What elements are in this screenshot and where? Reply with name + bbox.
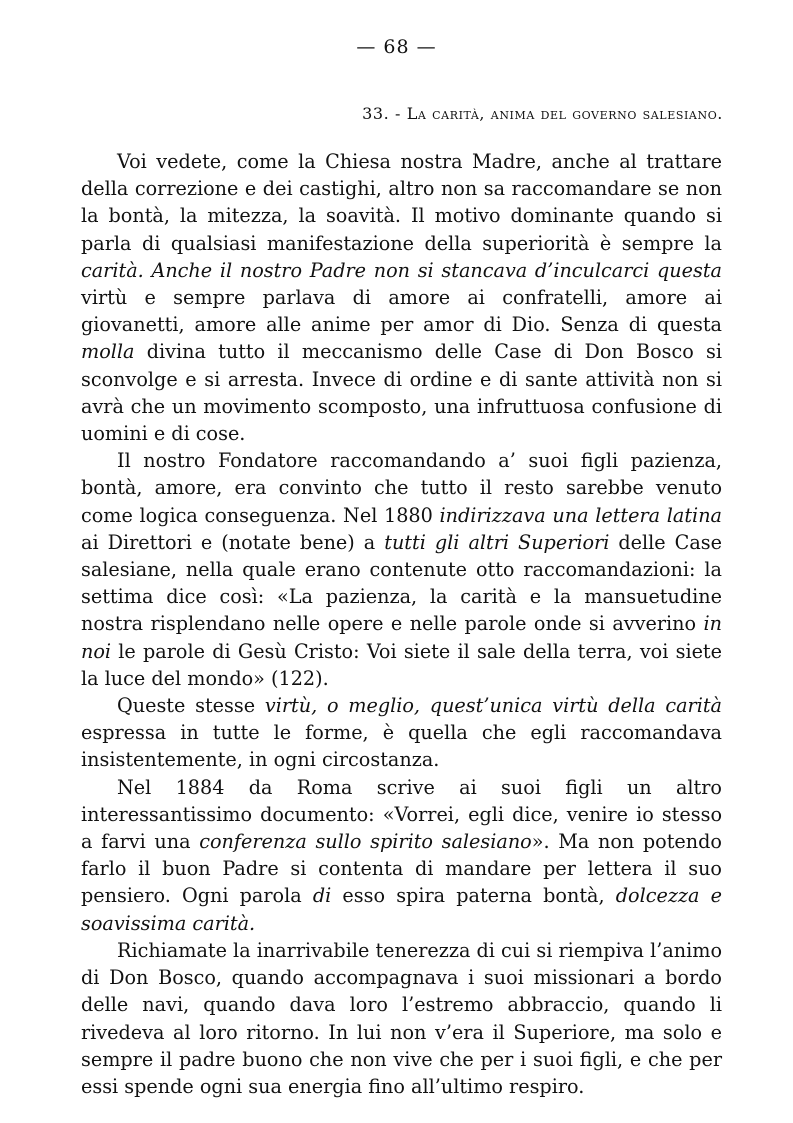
text-run: divina tutto il meccanismo delle Case di Don Bosco si sconvolge e si arresta. Invece di ordine e di sante attività non si avrà che un movimento scomposto, una infruttuosa confusione di uomini e di cose.: [81, 340, 722, 446]
italic-text: carità.: [81, 258, 144, 282]
section-number: 33. -: [362, 104, 407, 123]
italic-text: di: [312, 884, 332, 908]
text-run: Voi vedete, come la Chiesa nostra Madre, anche al trattare della correzione e dei castighi, altro non sa raccomandare se non la bontà, la mitezza, la soavità. Il motivo dominante quando si parla di qualsiasi manifestazione della superiorità è sempre la: [81, 150, 722, 255]
text-run: Richiamate la inarrivabile tenerezza di cui si riempiva l’animo di Don Bosco, quando accompagnava i suoi missionari a bordo delle navi, quando dava loro l’estremo abbraccio, quando li rivedeva al loro ritorno. In lui non v’era il Superiore, ma solo e sempre il padre buono che non vive che per i suoi figli, e che per essi spende ogni sua energia fino all’ultimo respiro.: [81, 938, 723, 1098]
text-run: virtù e sempre parlava di amore ai confratelli, amore ai giovanetti, amore alle anime per amor di Dio. Senza di questa: [81, 286, 722, 337]
italic-text: virtù, o meglio, quest’unica virtù della carità: [264, 694, 722, 718]
italic-text: molla: [81, 340, 135, 364]
text-run: Il nostro Fondatore raccomandando a’ suoi figli pazienza, bontà, amore, era convinto che tutto il resto sarebbe venuto come logica conseguenza. Nel 1880: [81, 449, 722, 527]
section-heading: [362, 104, 723, 123]
body-text: [81, 148, 722, 1100]
paragraph-4: [81, 774, 722, 937]
italic-text: tutti gli altri Superiori: [384, 530, 610, 554]
text-run: le parole di Gesù Cristo: Voi siete il sale della terra, voi siete la luce del mondo» (122).: [81, 639, 722, 690]
italic-text: indirizzava una lettera latina: [439, 503, 722, 527]
italic-text: conferenza sullo spirito salesiano: [199, 830, 532, 854]
section-title: La carità, anima del governo salesiano.: [406, 104, 723, 123]
text-run: delle Case salesiane, nella quale erano contenute otto raccomandazioni: la settima dice così: «La pazienza, la carità e la mansuetudine nostra risplendano nelle opere e nelle parole onde si avverino: [81, 530, 722, 636]
text-run: esso spira paterna bontà,: [331, 884, 616, 908]
text-run: Queste stesse: [117, 694, 265, 718]
italic-text: dolcezza e soavissima carità.: [81, 884, 722, 935]
paragraph-3: [81, 692, 722, 774]
paragraph-2: [81, 447, 722, 692]
text-run: espressa in tutte le forme, è quella che egli raccomandava insistentemente, in ogni circostanza.: [81, 721, 722, 772]
paragraph-5: [81, 937, 722, 1100]
text-run: ». Ma non potendo farlo il buon Padre si contenta di mandare per lettera il suo pensiero. Ogni parola: [81, 830, 722, 908]
page-number: — 68 —: [356, 36, 437, 58]
italic-text: in noi: [81, 612, 722, 663]
text-run: Nel 1884 da Roma scrive ai suoi figli un altro interessantissimo documento: «Vorrei, egli dice, venire io stesso a farvi una: [81, 775, 722, 854]
text-run: ai Direttori e (notate bene) a: [81, 530, 385, 554]
paragraph-1: [81, 148, 722, 447]
italic-text: Anche il nostro Padre non si stancava d’inculcarci questa: [151, 258, 722, 282]
